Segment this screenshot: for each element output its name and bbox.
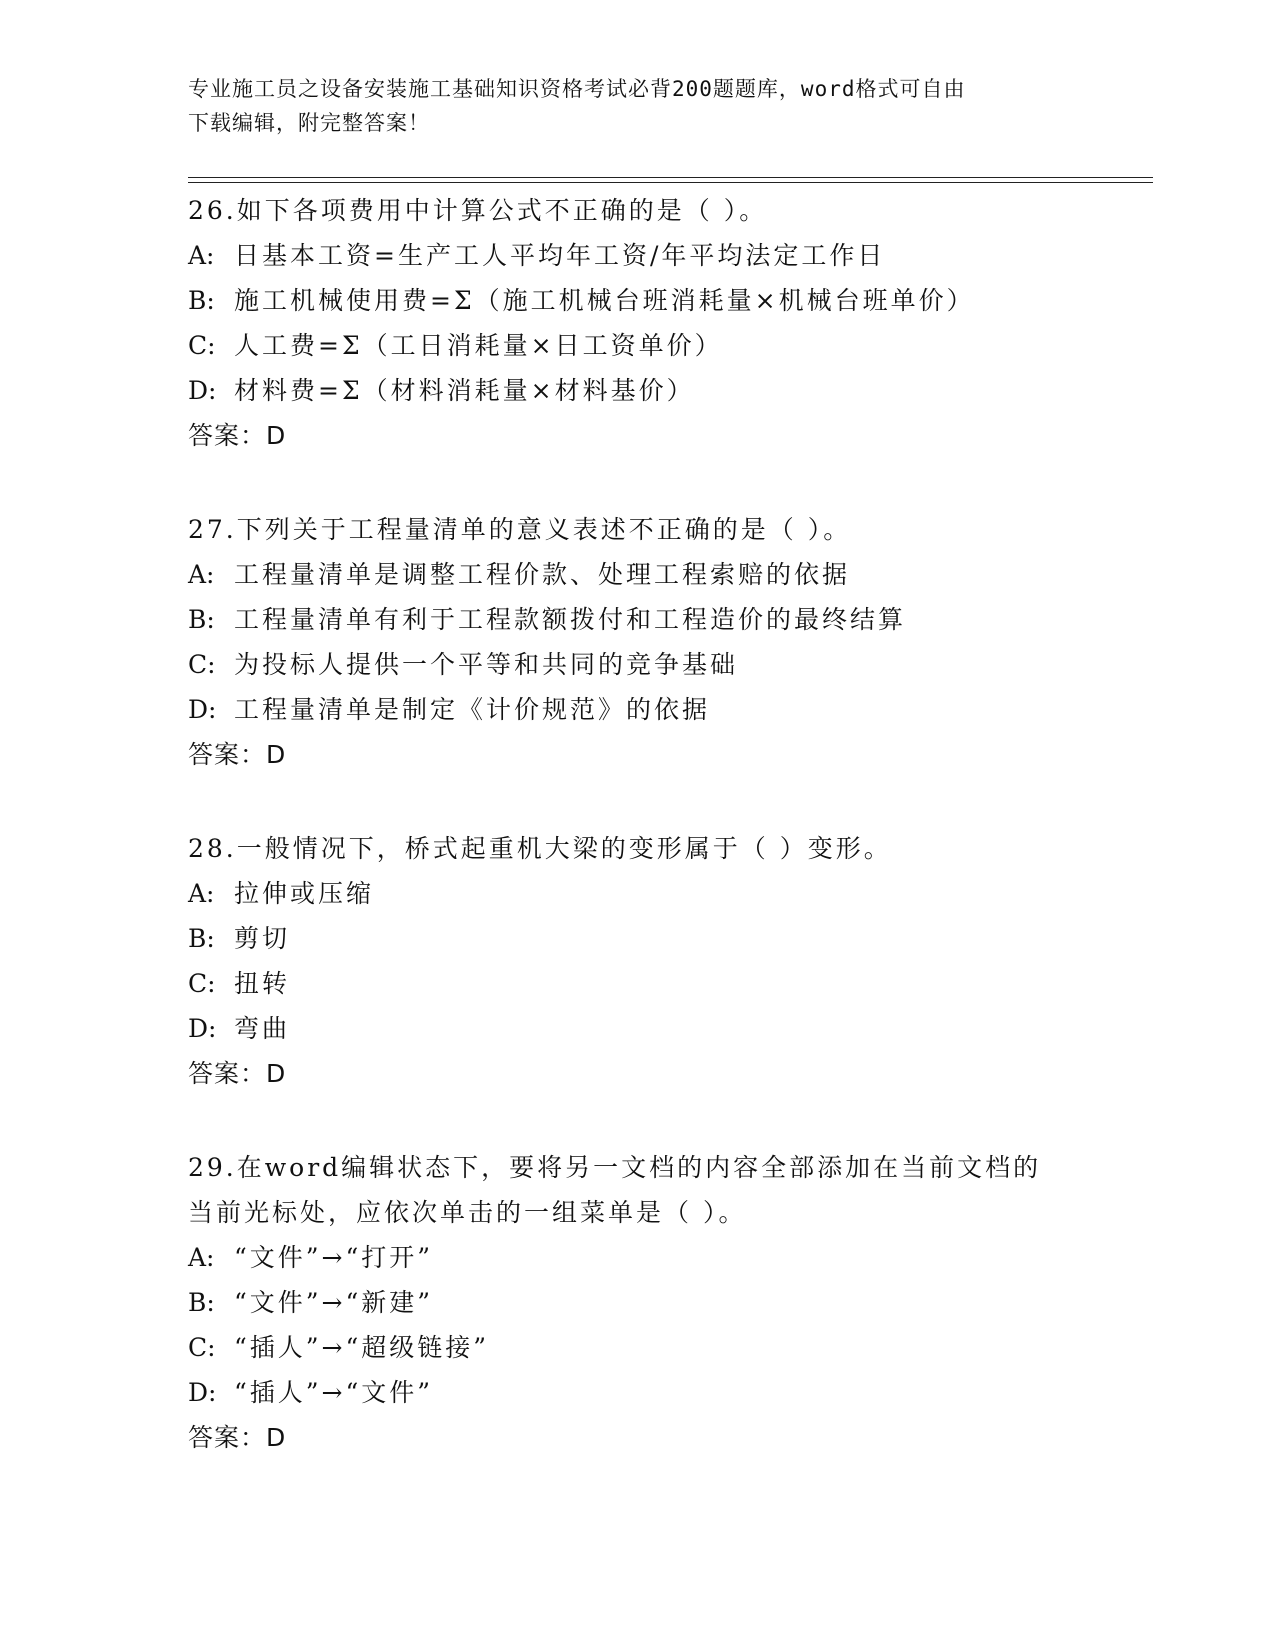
document-header [188,72,1068,140]
option-letter: A: [188,879,215,908]
question-stem: 29.在word编辑状态下，要将另一文档的内容全部添加在当前文档的当前光标处，应依次单击的一组菜单是（ ）。 [188,1153,1042,1227]
option-text: 人工费=Σ（工日消耗量×日工资单价） [234,331,723,360]
option-letter: C: [188,969,216,998]
option-letter: A: [188,241,215,270]
question-29 [188,1145,1088,1460]
option-letter: D: [188,695,217,724]
option-text: “文件”→“打开” [234,1243,434,1272]
option-text: “插人”→“文件” [234,1378,434,1407]
option-b [188,1280,1088,1325]
option-letter: D: [188,1014,217,1043]
option-a [188,871,1088,916]
option-text: 为投标人提供一个平等和共同的竞争基础 [234,650,739,679]
option-text: 工程量清单是调整工程价款、处理工程索赔的依据 [234,560,851,589]
option-letter: A: [188,560,215,589]
option-b [188,278,1088,323]
header-line-2: 下载编辑，附完整答案！ [188,111,430,135]
question-27 [188,507,1088,777]
option-letter: B: [188,605,215,634]
option-text: 材料费=Σ（材料消耗量×材料基价） [234,376,695,405]
option-letter: C: [188,331,216,360]
answer: 答案：D [188,421,287,450]
option-c [188,961,1088,1006]
option-letter: C: [188,650,216,679]
option-text: 扭转 [234,969,291,998]
question-26 [188,188,1088,458]
option-d [188,1006,1088,1051]
option-letter: B: [188,1288,215,1317]
option-letter: D: [188,376,217,405]
answer: 答案：D [188,1423,287,1452]
option-letter: B: [188,924,215,953]
option-text: 施工机械使用费=Σ（施工机械台班消耗量×机械台班单价） [234,286,975,315]
answer: 答案：D [188,1059,287,1088]
option-text: 弯曲 [234,1014,291,1043]
question-stem: 26.如下各项费用中计算公式不正确的是（ ）。 [188,196,768,225]
option-a [188,552,1088,597]
option-a [188,1235,1088,1280]
option-d [188,368,1088,413]
option-c [188,642,1088,687]
option-text: 工程量清单是制定《计价规范》的依据 [234,695,711,724]
question-28 [188,826,1088,1096]
answer: 答案：D [188,740,287,769]
option-text: 拉伸或压缩 [234,879,375,908]
header-divider-bottom [188,182,1153,183]
option-text: “插人”→“超级链接” [234,1333,490,1362]
option-c [188,1325,1088,1370]
option-d [188,687,1088,732]
option-c [188,323,1088,368]
question-stem: 27.下列关于工程量清单的意义表述不正确的是（ ）。 [188,515,852,544]
header-divider-top [188,177,1153,178]
option-b [188,916,1088,961]
option-text: 工程量清单有利于工程款额拨付和工程造价的最终结算 [234,605,907,634]
question-stem: 28.一般情况下，桥式起重机大梁的变形属于（ ）变形。 [188,834,892,863]
header-line-1: 专业施工员之设备安装施工基础知识资格考试必背200题题库，word格式可自由 [188,77,966,101]
option-a [188,233,1088,278]
option-letter: C: [188,1333,216,1362]
option-d [188,1370,1088,1415]
option-b [188,597,1088,642]
option-text: 剪切 [234,924,291,953]
option-letter: A: [188,1243,215,1272]
option-text: “文件”→“新建” [234,1288,434,1317]
option-letter: B: [188,286,215,315]
option-text: 日基本工资=生产工人平均年工资/年平均法定工作日 [234,241,886,270]
option-letter: D: [188,1378,217,1407]
